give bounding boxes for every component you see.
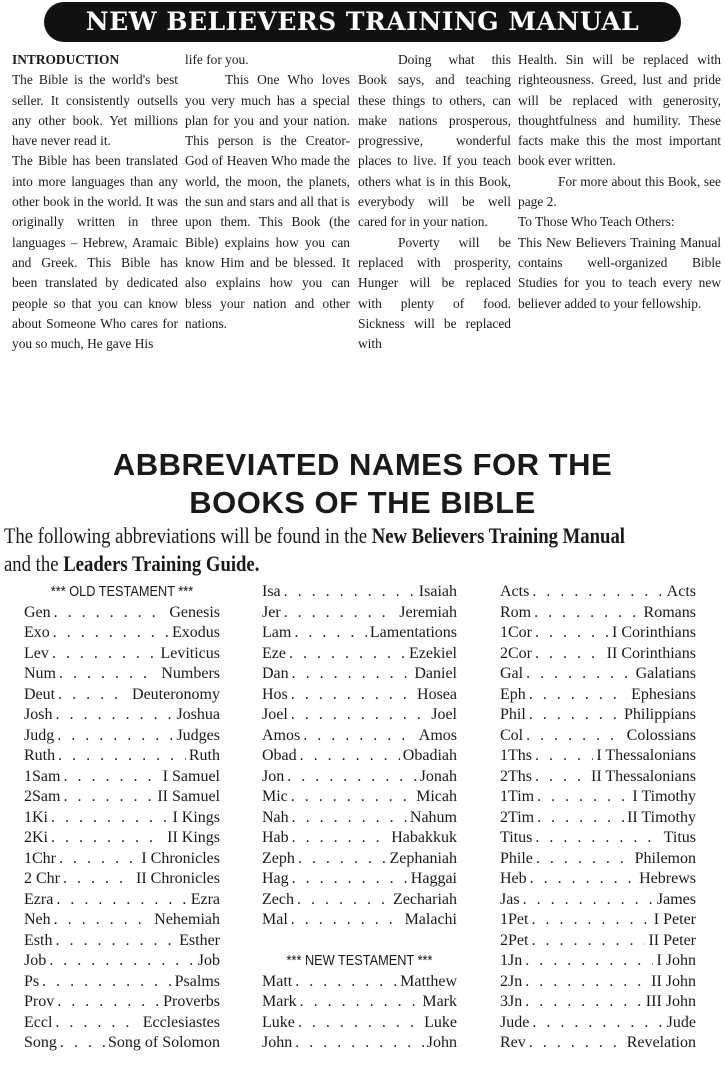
- abbreviation-row: [24, 644, 220, 665]
- dot-leader: [294, 623, 367, 644]
- paragraph: Health. Sin will be replaced with righteousness. Greed, lust and pride will be replaced with generosity, thoughtfulness and humility. These facts make this the most important book ever written.: [518, 52, 721, 169]
- abbreviation: 2 Chr: [24, 870, 60, 887]
- abbreviation: Josh: [24, 706, 53, 723]
- title-line: ABBREVIATED NAMES FOR THE: [112, 447, 613, 482]
- intro-column-1: [12, 50, 178, 354]
- book-name: I Corinthians: [612, 624, 696, 641]
- book-name: Isaiah: [418, 583, 457, 600]
- abbreviation: 1Cor: [500, 624, 532, 641]
- dot-leader: [54, 910, 152, 931]
- dot-leader: [51, 808, 169, 829]
- title-line: BOOKS OF THE BIBLE: [189, 485, 536, 520]
- dot-leader: [295, 972, 397, 993]
- dot-leader: [56, 890, 187, 911]
- abbreviation-row: [24, 1033, 220, 1054]
- dot-leader: [526, 726, 624, 747]
- book-name: Hosea: [417, 685, 457, 703]
- dot-leader: [535, 746, 593, 767]
- book-name: Philippians: [623, 706, 696, 723]
- abbreviations-title: [0, 446, 725, 522]
- abbreviation-row: [262, 767, 457, 788]
- book-name: Ezra: [190, 890, 220, 908]
- dot-leader: [292, 664, 412, 685]
- dot-leader: [523, 890, 654, 911]
- abbreviation: 1Jn: [500, 952, 523, 969]
- book-name: II John: [651, 972, 696, 990]
- abbreviation-row: [500, 664, 696, 685]
- abbreviation: 1Sam: [24, 767, 61, 785]
- dot-leader: [55, 705, 173, 726]
- abbreviation: 2Jn: [500, 972, 523, 990]
- abbreviation-row: [500, 746, 696, 767]
- abbreviation-row: [500, 705, 696, 726]
- abbreviation-row: [500, 972, 696, 993]
- abbreviation: Lam: [262, 624, 292, 641]
- dot-leader: [58, 746, 186, 767]
- dot-leader: [529, 705, 621, 726]
- abbreviation: Phile: [500, 849, 533, 867]
- abbreviation-row: [262, 664, 457, 685]
- dot-leader: [300, 746, 400, 767]
- book-name: Amos: [418, 726, 457, 744]
- abbreviation: Eph: [500, 685, 526, 703]
- dot-leader: [292, 828, 389, 849]
- book-name: Haggai: [410, 870, 457, 887]
- book-name: Nahum: [409, 808, 457, 826]
- dot-leader: [55, 931, 176, 952]
- abbreviation-row: [262, 1033, 457, 1054]
- dot-leader: [303, 726, 416, 747]
- book-name: Exodus: [172, 624, 220, 641]
- book-name: II Chronicles: [136, 870, 220, 887]
- abbrev-column-3: [500, 582, 696, 1054]
- abbreviation-row: [24, 767, 220, 788]
- abbreviation: Dan: [262, 665, 289, 682]
- abbreviation-row: [500, 828, 696, 849]
- abbreviation-row: [24, 705, 220, 726]
- dot-leader: [532, 1013, 663, 1034]
- dot-leader: [53, 623, 169, 644]
- dot-leader: [42, 972, 172, 993]
- book-name: Titus: [663, 829, 696, 846]
- dot-leader: [529, 685, 628, 706]
- book-name: Ephesians: [631, 685, 696, 703]
- book-name: Ezekiel: [409, 644, 457, 662]
- intro-column-3: [358, 50, 511, 354]
- abbreviation: John: [262, 1034, 293, 1051]
- abbreviation-row: [500, 869, 696, 890]
- abbreviation: 1Ki: [24, 808, 48, 826]
- intro-text: The following abbreviations will be found in the: [4, 523, 372, 548]
- book-name: Zephaniah: [389, 849, 457, 867]
- abbreviation-row: [24, 828, 220, 849]
- abbreviation: Neh: [24, 911, 51, 928]
- dot-leader: [63, 787, 154, 808]
- abbreviation-row: [262, 685, 457, 706]
- abbreviation: Nah: [262, 808, 289, 826]
- abbreviation: Ps: [24, 972, 40, 990]
- book-name: Luke: [424, 1013, 457, 1031]
- book-name: Revelation: [626, 1034, 696, 1051]
- dot-leader: [292, 808, 407, 829]
- abbreviation: Hos: [262, 685, 288, 703]
- intro-column-2: [185, 50, 350, 334]
- abbreviation: 1Chr: [24, 849, 56, 867]
- book-name: I Timothy: [632, 788, 696, 805]
- abbreviation: Prov: [24, 993, 55, 1010]
- book-name: Numbers: [161, 665, 220, 682]
- book-name: Jeremiah: [399, 603, 457, 621]
- abbreviation: Lev: [24, 644, 49, 662]
- abbreviation: Acts: [500, 583, 530, 600]
- abbreviation-row: [500, 890, 696, 911]
- abbreviation-row: [500, 787, 696, 808]
- abbreviation: 1Tim: [500, 788, 535, 805]
- abbreviation: Job: [24, 952, 47, 969]
- abbreviation: Zech: [262, 890, 294, 908]
- book-name: Obadiah: [402, 747, 457, 764]
- abbreviation-row: [500, 808, 696, 829]
- abbreviation-row: [24, 664, 220, 685]
- abbreviation: Hab: [262, 829, 289, 846]
- dot-leader: [57, 992, 160, 1013]
- dot-leader: [535, 644, 604, 665]
- abbreviation-row: [262, 726, 457, 747]
- book-name: Jonah: [419, 767, 457, 785]
- abbreviation-row: [262, 869, 457, 890]
- paragraph: This New Believers Training Manual contains well-organized Bible Studies for you to teach every new believer added to your fellowship.: [518, 234, 721, 311]
- book-name: II Peter: [648, 931, 696, 949]
- abbreviation: Amos: [262, 726, 301, 744]
- abbreviation-row: [262, 705, 457, 726]
- abbreviation-row: [24, 1013, 220, 1034]
- book-name: Acts: [666, 583, 696, 600]
- abbreviation-row: [24, 787, 220, 808]
- paragraph: life for you.: [185, 52, 249, 67]
- abbreviation: Deut: [24, 685, 56, 703]
- abbreviation-row: [262, 808, 457, 829]
- abbreviation: 2Pet: [500, 931, 529, 949]
- book-name: John: [426, 1034, 457, 1051]
- dot-leader: [531, 931, 645, 952]
- abbreviation-row: [24, 972, 220, 993]
- dot-leader: [60, 1033, 105, 1054]
- paragraph: Poverty will be replaced with prosperity, Hunger will be replaced with plenty of food. Sickness will be replaced with: [358, 234, 511, 352]
- dot-leader: [298, 849, 387, 870]
- dot-leader: [51, 828, 164, 849]
- abbreviation: Judg: [24, 726, 55, 744]
- abbreviation-row: [24, 910, 220, 931]
- abbreviation-row: [24, 603, 220, 624]
- abbreviation: Song: [24, 1034, 57, 1051]
- abbreviation: Eze: [262, 644, 286, 662]
- abbreviation-row: [262, 582, 457, 603]
- abbreviation: Jon: [262, 767, 285, 785]
- abbreviation: Rev: [500, 1034, 526, 1051]
- abbreviation-row: [262, 910, 457, 931]
- abbreviation: Ruth: [24, 747, 56, 764]
- book-name: Hebrews: [639, 870, 696, 887]
- abbreviation-row: [500, 849, 696, 870]
- book-name: Matthew: [400, 972, 457, 990]
- abbreviation: Isa: [262, 583, 281, 600]
- abbreviation-row: [500, 910, 696, 931]
- abbreviation-row: [262, 972, 457, 993]
- abbreviation-row: [24, 869, 220, 890]
- dot-leader: [535, 623, 609, 644]
- book-name: Ecclesiastes: [142, 1013, 220, 1031]
- intro-heading: INTRODUCTION: [12, 52, 120, 67]
- abbreviation: Eccl: [24, 1013, 53, 1031]
- dot-leader: [289, 644, 406, 665]
- paragraph: The Bible has been translated into more languages than any other book in the world. It was originally written in three languages – Hebrew, Aramaic and Greek. This Bible has been translated by dedicated people so that you can know about Someone Who cares for you so much, He gave His: [12, 153, 178, 352]
- abbreviation: Ezra: [24, 890, 54, 908]
- book-name: Joshua: [176, 706, 220, 723]
- abbreviation: Mark: [262, 993, 297, 1010]
- book-name: III John: [645, 993, 696, 1010]
- abbreviation-row: [24, 992, 220, 1013]
- abbreviation-row: [500, 726, 696, 747]
- abbreviation-row: [500, 992, 696, 1013]
- book-name: Malachi: [404, 911, 457, 928]
- manual-title-banner: NEW BELIEVERS TRAINING MANUAL: [44, 2, 681, 42]
- dot-leader: [291, 705, 428, 726]
- abbreviation: Mal: [262, 911, 288, 928]
- book-name: Romans: [643, 603, 696, 621]
- book-name: Song of Solomon: [107, 1034, 220, 1051]
- abbreviation: Matt: [262, 972, 293, 990]
- abbreviation-row: [500, 1033, 696, 1054]
- abbreviation-row: [24, 849, 220, 870]
- abbreviation-row: [500, 951, 696, 972]
- dot-leader: [534, 603, 640, 624]
- abbreviation-row: [262, 787, 457, 808]
- dot-leader: [526, 664, 632, 685]
- intro-column-4: [518, 50, 721, 314]
- book-name: II Samuel: [157, 788, 220, 805]
- dot-leader: [530, 869, 636, 890]
- abbreviation-row: [262, 849, 457, 870]
- abbreviation: Titus: [500, 829, 533, 846]
- book-name: II Corinthians: [606, 644, 696, 662]
- abbreviation: Esth: [24, 931, 53, 949]
- dot-leader: [297, 890, 390, 911]
- paragraph: For more about this Book, see page 2.: [518, 173, 721, 210]
- dot-leader: [525, 992, 643, 1013]
- paragraph: The Bible is the world's best seller. It consistently outsells any other book. Yet millions have never read it.: [12, 72, 178, 149]
- book-name: I Peter: [653, 911, 696, 928]
- dot-leader: [291, 685, 414, 706]
- abbreviations-intro: [4, 522, 701, 578]
- dot-leader: [287, 767, 416, 788]
- dot-leader: [300, 992, 420, 1013]
- abbreviation: Joel: [262, 706, 288, 723]
- abbreviation-row: [24, 931, 220, 952]
- dot-leader: [529, 1033, 624, 1054]
- book-name: II Timothy: [627, 808, 696, 826]
- dot-leader: [292, 869, 408, 890]
- teachers-heading: To Those Who Teach Others:: [518, 214, 675, 230]
- dot-leader: [57, 726, 173, 747]
- dot-leader: [49, 951, 195, 972]
- book-name: Judges: [176, 726, 220, 744]
- book-name: Colossians: [626, 726, 696, 744]
- abbreviation: Obad: [262, 747, 297, 764]
- book-name: Genesis: [169, 603, 220, 621]
- book-name: II Thessalonians: [590, 767, 696, 785]
- abbreviation-row: [262, 644, 457, 665]
- abbreviation: Jer: [262, 603, 281, 621]
- book-name: Psalms: [174, 972, 220, 990]
- book-name: Joel: [431, 706, 457, 723]
- abbreviation-row: [500, 767, 696, 788]
- abbrev-column-2: [262, 582, 457, 1054]
- book-name: Philemon: [634, 849, 696, 867]
- abbreviation-row: [262, 1013, 457, 1034]
- book-name: Esther: [179, 931, 220, 949]
- dot-leader: [55, 1013, 139, 1034]
- abbreviation-row: [500, 685, 696, 706]
- intro-text: and the: [4, 551, 64, 576]
- abbreviation: 2Ki: [24, 829, 48, 846]
- abbreviation: Col: [500, 726, 524, 744]
- abbreviation-row: [24, 890, 220, 911]
- abbreviation: Gal: [500, 665, 524, 682]
- abbreviation: 2Ths: [500, 767, 532, 785]
- book-name: Proverbs: [163, 993, 220, 1010]
- book-name: I John: [656, 952, 696, 969]
- dot-leader: [284, 582, 416, 603]
- abbreviation: 3Jn: [500, 993, 523, 1010]
- book-name: Galatians: [635, 665, 696, 682]
- abbreviation-row: [262, 746, 457, 767]
- abbreviation: Hag: [262, 870, 289, 887]
- book-name: I Thessalonians: [596, 747, 696, 764]
- manual-name: New Believers Training Manual: [371, 523, 626, 548]
- dot-leader: [531, 910, 650, 931]
- dot-leader: [291, 787, 413, 808]
- abbreviation-row: [262, 828, 457, 849]
- abbreviation: 2Sam: [24, 788, 61, 805]
- abbreviation-row: [262, 623, 457, 644]
- dot-leader: [536, 849, 632, 870]
- dot-leader: [532, 582, 663, 603]
- abbreviation: Luke: [262, 1013, 295, 1031]
- book-name: Ruth: [188, 747, 220, 764]
- paragraph: This One Who loves you very much has a special plan for you and your nation. This person is the Creator-God of Heaven Who made the world, the moon, the planets, the sun and stars and all that is upon them. This Book (the Bible) explains how you can know Him and be blessed. It also explains how you can bless your nation and other nations.: [185, 72, 350, 331]
- dot-leader: [59, 664, 158, 685]
- abbreviation: Phil: [500, 706, 526, 723]
- abbreviation: Jude: [500, 1013, 530, 1031]
- dot-leader: [59, 849, 138, 870]
- abbreviation: 2Cor: [500, 644, 532, 662]
- book-name: Micah: [416, 788, 457, 805]
- dot-leader: [537, 808, 624, 829]
- book-name: II Kings: [167, 829, 220, 846]
- book-name: Jude: [666, 1013, 696, 1031]
- dot-leader: [295, 1033, 424, 1054]
- abbreviation-row: [500, 931, 696, 952]
- book-name: Habakkuk: [391, 829, 457, 846]
- abbreviation-row: [24, 726, 220, 747]
- old-testament-header: *** OLD TESTAMENT ***: [50, 583, 194, 600]
- abbreviation-row: [24, 685, 220, 706]
- dot-leader: [535, 767, 588, 788]
- dot-leader: [63, 869, 133, 890]
- abbreviation: Exo: [24, 624, 50, 641]
- book-name: Daniel: [414, 665, 457, 682]
- abbreviation-row: [24, 623, 220, 644]
- book-name: Lamentations: [369, 624, 457, 641]
- dot-leader: [52, 644, 158, 665]
- book-name: I Samuel: [162, 767, 220, 785]
- book-name: Job: [197, 952, 220, 969]
- abbreviation: Jas: [500, 890, 520, 908]
- book-name: I Chronicles: [141, 849, 220, 867]
- dot-leader: [535, 828, 660, 849]
- new-testament-header: *** NEW TESTAMENT ***: [286, 952, 433, 969]
- dot-leader: [537, 787, 629, 808]
- guide-name: Leaders Training Guide.: [63, 551, 260, 576]
- abbreviation: 2Tim: [500, 808, 535, 826]
- dot-leader: [525, 972, 648, 993]
- dot-leader: [63, 767, 159, 788]
- paragraph: Doing what this Book says, and teaching these things to others, can make nations prosperous, progressive, wonderful places to live. If you teach others what is in this Book, everybody will be well cared for in your nation.: [358, 52, 511, 230]
- dot-leader: [284, 603, 397, 624]
- abbreviation-row: [500, 582, 696, 603]
- abbreviation: Gen: [24, 603, 51, 621]
- abbreviation-row: [262, 992, 457, 1013]
- abbreviation-row: [24, 951, 220, 972]
- abbreviation: Num: [24, 665, 56, 682]
- abbreviation-row: [500, 1013, 696, 1034]
- dot-leader: [525, 951, 653, 972]
- book-name: I Kings: [172, 808, 220, 826]
- abbreviation: Mic: [262, 788, 288, 805]
- dot-leader: [54, 603, 167, 624]
- dot-leader: [58, 685, 129, 706]
- book-name: Deuteronomy: [132, 685, 220, 703]
- book-name: Mark: [422, 993, 457, 1010]
- abbreviation-row: [262, 603, 457, 624]
- abbreviation-row: [24, 746, 220, 767]
- abbreviation-row: [500, 603, 696, 624]
- abbrev-column-1: [24, 582, 220, 1054]
- abbreviation: 1Ths: [500, 747, 532, 764]
- abbreviation-row: [24, 808, 220, 829]
- abbreviation: Heb: [500, 870, 527, 887]
- abbreviation-row: [500, 644, 696, 665]
- abbreviation: Zeph: [262, 849, 295, 867]
- abbreviation: 1Pet: [500, 911, 529, 928]
- dot-leader: [298, 1013, 421, 1034]
- abbreviation-row: [262, 890, 457, 911]
- dot-leader: [291, 910, 402, 931]
- book-name: Nehemiah: [154, 911, 220, 928]
- book-name: Leviticus: [160, 644, 220, 662]
- book-name: Zechariah: [393, 890, 457, 908]
- abbreviation: Rom: [500, 603, 532, 621]
- abbreviation-row: [500, 623, 696, 644]
- book-name: James: [656, 890, 696, 908]
